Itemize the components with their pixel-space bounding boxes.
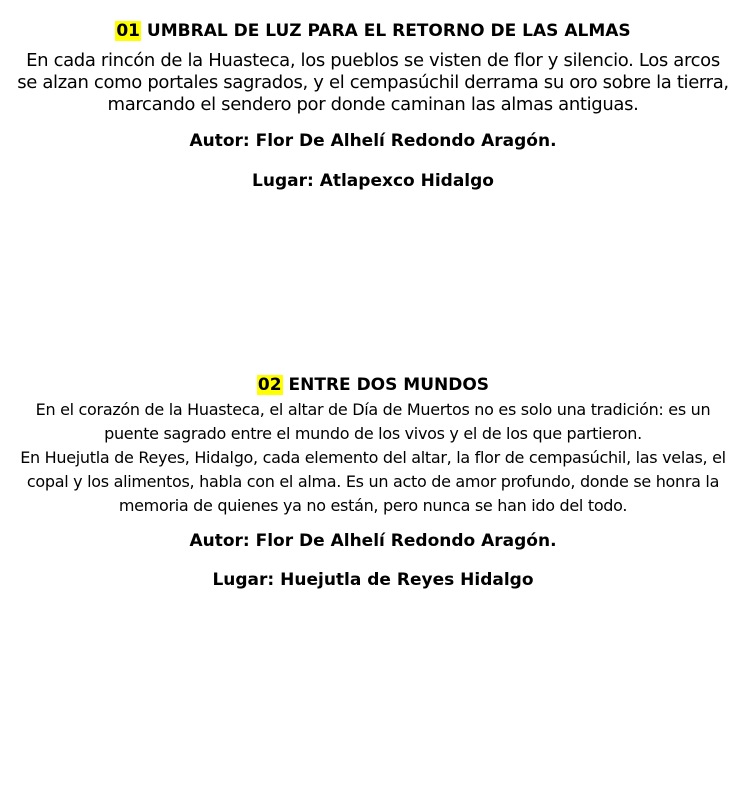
entry-description bbox=[2, 50, 744, 116]
entry-description bbox=[0, 398, 746, 518]
entry-title-text: ENTRE DOS MUNDOS bbox=[288, 375, 490, 395]
entry-paragraph: En el corazón de la Huasteca, el altar de Día de Muertos no es solo una tradición: es un puente sagrado entre el mundo de los vivos y el de los que partieron. bbox=[35, 400, 711, 443]
entry-title bbox=[0, 18, 746, 44]
entry-01 bbox=[0, 18, 746, 192]
entry-paragraph: En cada rincón de la Huasteca, los pueblos se visten de flor y silencio. Los arcos se alzan como portales sagrados, y el cempasúchil derrama su oro sobre la tierra, marcando el sendero por donde caminan las almas antiguas. bbox=[17, 50, 729, 115]
entry-title bbox=[0, 372, 746, 398]
entry-author: Autor: Flor De Alhelí Redondo Aragón. bbox=[189, 531, 557, 551]
entry-place: Lugar: Atlapexco Hidalgo bbox=[252, 171, 494, 191]
entry-place: Lugar: Huejutla de Reyes Hidalgo bbox=[212, 570, 534, 590]
entry-title-text: UMBRAL DE LUZ PARA EL RETORNO DE LAS ALMAS bbox=[146, 21, 631, 41]
entry-number-badge: 01 bbox=[116, 21, 140, 41]
entry-paragraph: En Huejutla de Reyes, Hidalgo, cada elemento del altar, la flor de cempasúchil, las velas, el copal y los alimentos, habla con el alma. Es un acto de amor profundo, donde se honra la memoria de quienes ya no están, pero nunca se han ido del todo. bbox=[20, 448, 726, 515]
entry-author: Autor: Flor De Alhelí Redondo Aragón. bbox=[189, 131, 557, 151]
entry-number-badge: 02 bbox=[257, 375, 282, 395]
entry-02 bbox=[0, 372, 746, 591]
